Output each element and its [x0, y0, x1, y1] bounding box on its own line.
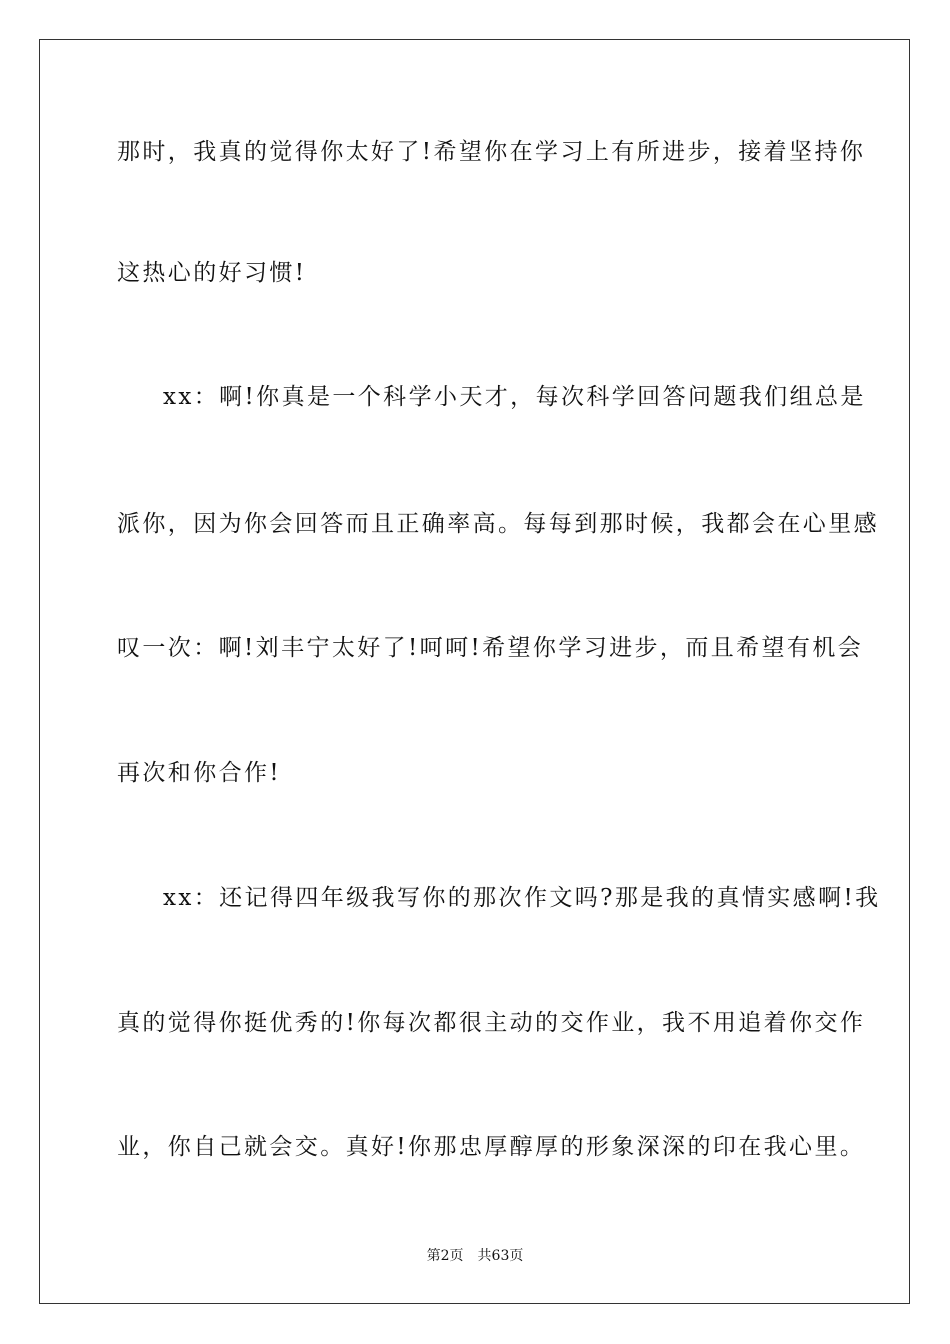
body-text-line: 叹一次：啊!刘丰宁太好了!呵呵!希望你学习进步，而且希望有机会	[117, 635, 864, 661]
body-text-line: 这热心的好习惯!	[117, 260, 307, 286]
total-pages: 共63页	[477, 1248, 524, 1264]
body-text-line: 再次和你合作!	[117, 760, 282, 786]
body-text-line: xx：啊!你真是一个科学小天才，每次科学回答问题我们组总是	[163, 384, 866, 410]
body-text-line: 派你，因为你会回答而且正确率高。每每到那时候，我都会在心里感	[117, 511, 879, 537]
body-text-line: 那时，我真的觉得你太好了!希望你在学习上有所进步，接着坚持你	[117, 139, 866, 165]
page-footer	[0, 1247, 950, 1265]
page-number: 第2页	[426, 1248, 464, 1264]
body-text-line: 真的觉得你挺优秀的!你每次都很主动的交作业，我不用追着你交作	[117, 1010, 866, 1036]
body-text-line: xx：还记得四年级我写你的那次作文吗?那是我的真情实感啊!我	[163, 885, 881, 911]
page-border	[39, 39, 910, 1304]
body-text-line: 业，你自己就会交。真好!你那忠厚醇厚的形象深深的印在我心里。	[117, 1134, 866, 1160]
